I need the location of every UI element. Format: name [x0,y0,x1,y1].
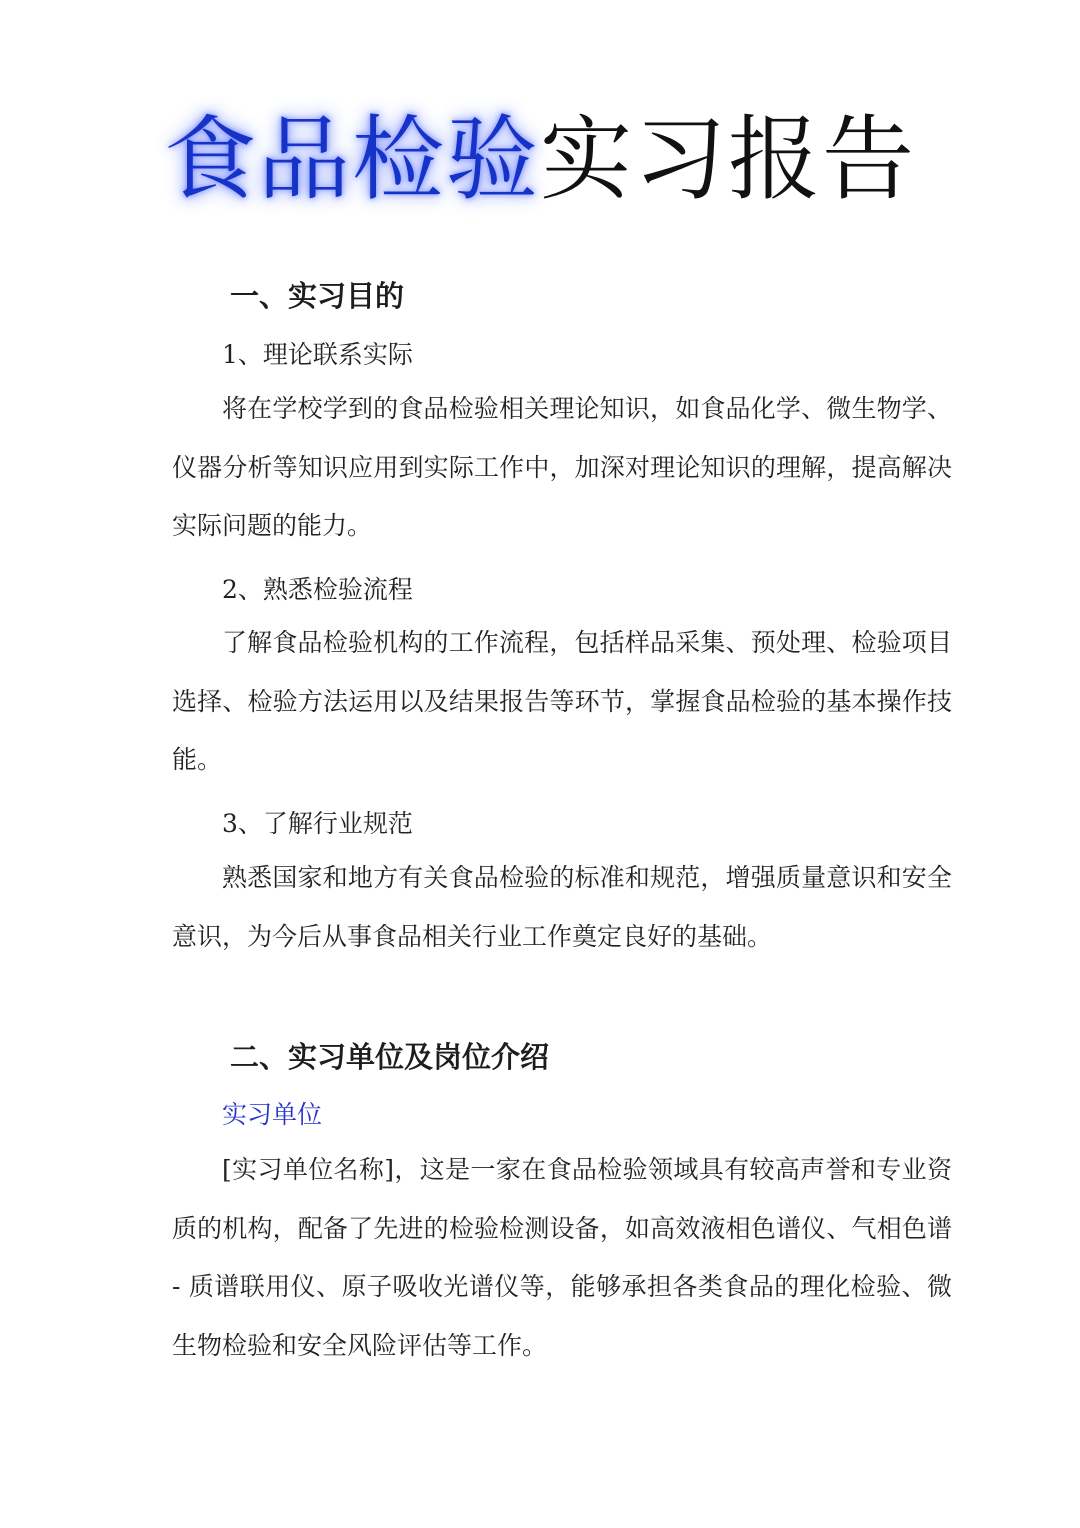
paragraph-industry-standards: 熟悉国家和地方有关食品检验的标准和规范，增强质量意识和安全意识，为今后从事食品相关行业工作奠定良好的基础。 [172,863,952,951]
title-rest-text: 实习报告 [540,106,917,213]
paragraph-internship-unit: [实习单位名称]，这是一家在食品检验领域具有较高声誉和专业资质的机构，配备了先进的检验检测设备，如高效液相色谱仪、气相色谱 - 质谱联用仪、原子吸收光谱仪等，能够承担各类食品的理化检验、微生物检验和安全风险评估等工作。 [172,1155,952,1360]
paragraph-inspection-process: 了解食品检验机构的工作流程，包括样品采集、预处理、检验项目选择、检验方法运用以及结果报告等环节，掌握食品检验的基本操作技能。 [172,628,952,774]
subheading-industry-standards: 3、了解行业规范 [222,809,413,838]
paragraph-theory-practice: 将在学校学到的食品检验相关理论知识，如食品化学、微生物学、仪器分析等知识应用到实际工作中，加深对理论知识的理解，提高解决实际问题的能力。 [172,394,952,540]
document-title [0,100,1080,220]
subheading-theory-practice: 1、理论联系实际 [222,340,413,369]
subheading-internship-unit: 实习单位 [222,1100,323,1129]
section-heading-purpose: 一、实习目的 [230,279,405,313]
subheading-inspection-process: 2、熟悉检验流程 [222,575,413,604]
section-heading-unit-intro: 二、实习单位及岗位介绍 [230,1040,550,1074]
title-highlighted-text: 食品检验 [163,106,540,213]
